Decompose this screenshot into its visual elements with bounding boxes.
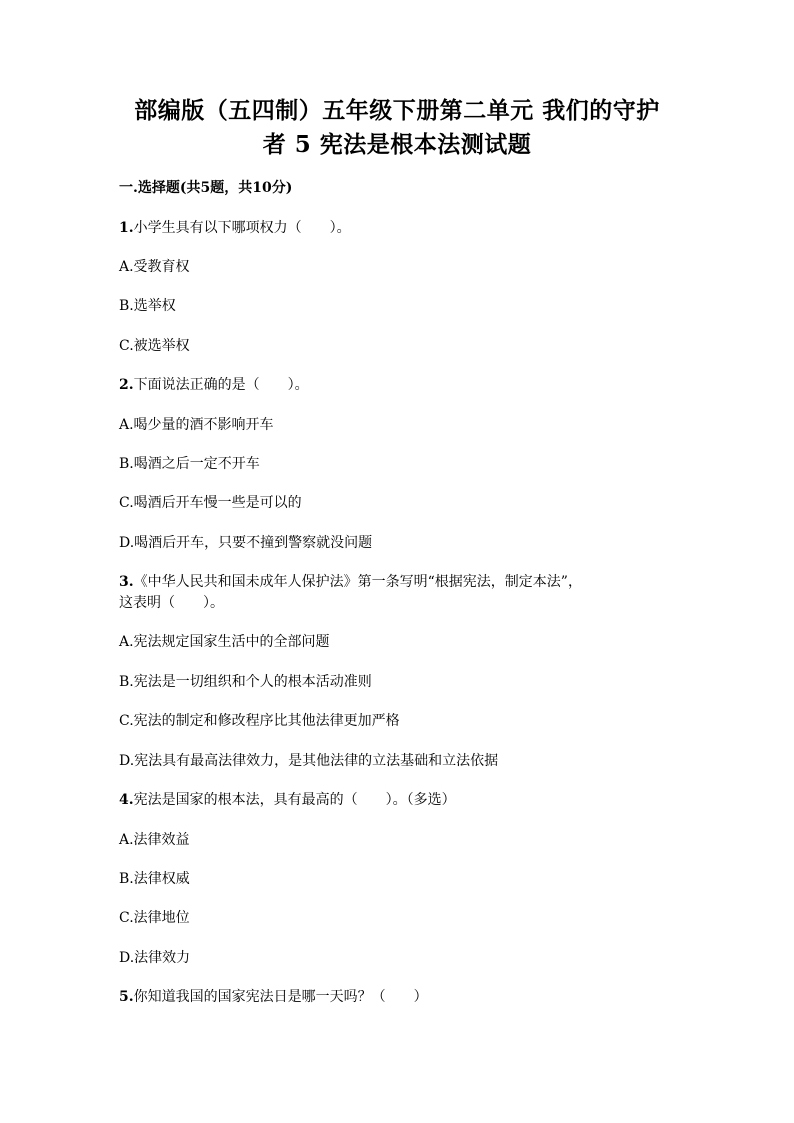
q2-option-b: B.喝酒之后一定不开车 [119, 456, 260, 472]
q2-option-a: A.喝少量的酒不影响开车 [119, 417, 274, 433]
question-2 [119, 375, 309, 395]
question-text: 小学生具有以下哪项权力（ ）。 [133, 220, 351, 236]
document-title-line-1: 部编版（五四制）五年级下册第二单元 我们的守护 [134, 97, 660, 124]
q2-option-c: C.喝酒后开车慢一些是可以的 [119, 495, 302, 511]
question-1 [119, 218, 351, 238]
q4-option-d: D.法律效力 [119, 950, 191, 966]
question-4 [119, 790, 456, 810]
q2-option-d: D.喝酒后开车，只要不撞到警察就没问题 [119, 535, 373, 551]
question-3-continuation: 这表明（ ）。 [119, 595, 224, 611]
q1-option-b: B.选举权 [119, 298, 176, 314]
q1-option-c: C.被选举权 [119, 338, 190, 354]
q3-option-a: A.宪法规定国家生活中的全部问题 [119, 634, 330, 650]
q4-option-b: B.法律权威 [119, 871, 190, 887]
section-heading: 一.选择题(共5题，共10分) [119, 180, 293, 196]
document-title-line-2: 者 5 宪法是根本法测试题 [262, 131, 532, 158]
question-text: 下面说法正确的是（ ）。 [133, 377, 309, 393]
question-3 [119, 572, 582, 592]
question-text: 《中华人民共和国未成年人保护法》第一条写明“根据宪法，制定本法”， [133, 574, 582, 590]
question-text: 宪法是国家的根本法，具有最高的（ ）。（多选） [133, 792, 456, 808]
q1-option-a: A.受教育权 [119, 259, 190, 275]
question-number: 4. [119, 792, 134, 808]
q3-option-c: C.宪法的制定和修改程序比其他法律更加严格 [119, 713, 400, 729]
question-5 [119, 987, 428, 1007]
question-number: 5. [119, 989, 134, 1005]
q4-option-a: A.法律效益 [119, 832, 190, 848]
q4-option-c: C.法律地位 [119, 910, 190, 926]
question-number: 1. [119, 220, 134, 236]
question-number: 3. [119, 574, 134, 590]
question-number: 2. [119, 377, 134, 393]
q3-option-b: B.宪法是一切组织和个人的根本活动准则 [119, 674, 372, 690]
q3-option-d: D.宪法具有最高法律效力，是其他法律的立法基础和立法依据 [119, 753, 499, 769]
question-text: 你知道我国的国家宪法日是哪一天吗？（ ） [133, 989, 428, 1005]
